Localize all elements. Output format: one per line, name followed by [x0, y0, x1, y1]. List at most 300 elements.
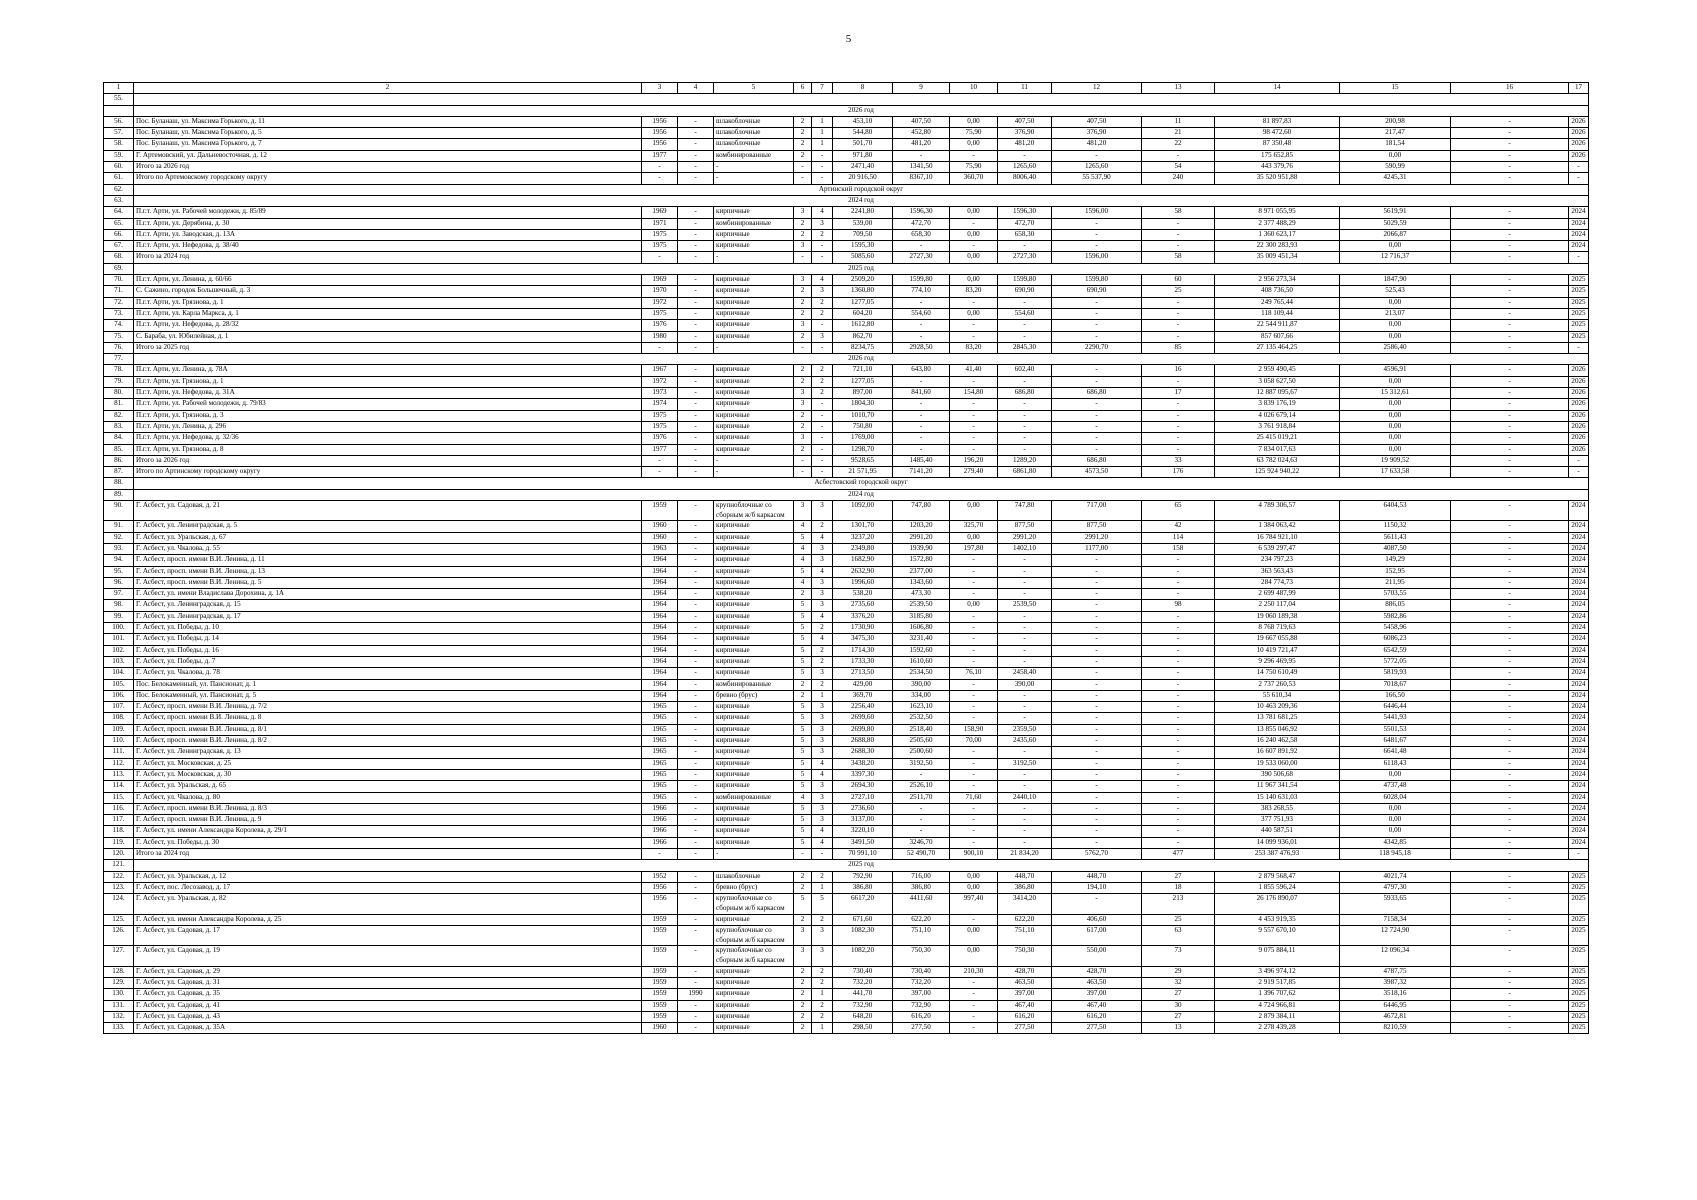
table-cell: -: [950, 914, 998, 925]
table-cell: кирпичные: [714, 577, 794, 588]
table-cell: 2 699 487,99: [1215, 589, 1340, 600]
table-cell: -: [998, 837, 1052, 848]
table-cell: 622,20: [998, 914, 1052, 925]
table-cell: -: [678, 218, 714, 229]
table-cell: 1596,00: [1052, 252, 1142, 263]
table-cell: 13: [1142, 1023, 1215, 1034]
table-cell: кирпичные: [714, 320, 794, 331]
table-cell: 30: [1142, 1000, 1215, 1011]
address-cell: П.г.т. Арти, ул. Карла Маркса, д. 1: [134, 308, 642, 319]
table-row: [104, 566, 1589, 577]
address-cell: Г. Асбест, просп. имени В.И. Ленина, д. 8/2: [134, 736, 642, 747]
table-cell: 2026: [1569, 365, 1589, 376]
table-cell: 2: [812, 966, 833, 977]
address-cell: Г. Асбест, ул. Садовая, д. 41: [134, 1000, 642, 1011]
table-row: [104, 1023, 1589, 1034]
table-row: [104, 500, 1589, 520]
table-cell: 2024: [1569, 623, 1589, 634]
row-number-cell: 112.: [104, 758, 134, 769]
table-cell: 2 919 517,85: [1215, 978, 1340, 989]
table-cell: -: [998, 589, 1052, 600]
table-cell: 0,00: [950, 139, 998, 150]
table-cell: 118 945,18: [1340, 849, 1451, 860]
table-cell: 4: [812, 532, 833, 543]
section-title-cell: 2026 год: [134, 354, 1589, 365]
table-cell: 1959: [642, 966, 678, 977]
table-cell: 4087,50: [1340, 543, 1451, 554]
table-cell: -: [1142, 837, 1215, 848]
table-cell: 0,00: [950, 229, 998, 240]
table-cell: 2025: [1569, 882, 1589, 893]
table-cell: 2066,87: [1340, 229, 1451, 240]
table-row: [104, 894, 1589, 914]
table-cell: 0,00: [950, 275, 998, 286]
table-cell: -: [678, 894, 714, 914]
table-cell: 2: [812, 365, 833, 376]
table-cell: 2349,80: [833, 543, 893, 554]
table-cell: -: [998, 826, 1052, 837]
table-cell: 1612,80: [833, 320, 893, 331]
row-number-cell: 113.: [104, 769, 134, 780]
address-cell: Итого по Артемовскому городскому округу: [134, 173, 642, 184]
table-cell: 1769,00: [833, 433, 893, 444]
table-cell: -: [950, 433, 998, 444]
row-number-cell: 82.: [104, 410, 134, 421]
table-cell: -: [1451, 946, 1569, 966]
table-cell: -: [893, 444, 950, 455]
table-cell: 6861,80: [998, 467, 1052, 478]
address-cell: Пос. Буланаш, ул. Максима Горького, д. 5: [134, 128, 642, 139]
table-cell: 17: [1142, 388, 1215, 399]
table-cell: -: [1451, 376, 1569, 387]
table-cell: 0,00: [1340, 150, 1451, 161]
table-cell: -: [1451, 611, 1569, 622]
address-cell: Г. Асбест, ул. имени Владислава Дорохина, д. 1А: [134, 589, 642, 600]
table-cell: -: [950, 566, 998, 577]
table-cell: 5: [794, 894, 812, 914]
table-cell: 2511,70: [893, 792, 950, 803]
table-cell: -: [812, 241, 833, 252]
table-cell: 2024: [1569, 600, 1589, 611]
table-cell: 2024: [1569, 815, 1589, 826]
table-cell: 63 782 024,63: [1215, 455, 1340, 466]
row-number-cell: 71.: [104, 286, 134, 297]
address-cell: Г. Асбест, ул. Садовая, д. 35А: [134, 1023, 642, 1034]
table-cell: 2024: [1569, 769, 1589, 780]
address-cell: Г. Асбест, ул. Ленинградская, д. 13: [134, 747, 642, 758]
table-cell: -: [1052, 365, 1142, 376]
section-title-cell: Асбестовский городской округ: [134, 478, 1589, 489]
table-cell: 19 060 189,38: [1215, 611, 1340, 622]
table-cell: кирпичные: [714, 365, 794, 376]
table-row: [104, 837, 1589, 848]
table-row: [104, 747, 1589, 758]
table-cell: -: [950, 690, 998, 701]
table-cell: крупноблочные со сборным ж/б каркасом: [714, 946, 794, 966]
table-cell: 554,60: [893, 308, 950, 319]
table-cell: -: [1052, 679, 1142, 690]
table-cell: кирпичные: [714, 713, 794, 724]
table-cell: -: [998, 645, 1052, 656]
table-cell: -: [998, 611, 1052, 622]
table-cell: -: [1451, 826, 1569, 837]
table-cell: 334,00: [893, 690, 950, 701]
table-row: [104, 826, 1589, 837]
address-cell: П.г.т. Арти, ул. Грязнова, д. 8: [134, 444, 642, 455]
table-row: [104, 871, 1589, 882]
table-cell: 81 897,83: [1215, 116, 1340, 127]
table-cell: 0,00: [1340, 410, 1451, 421]
row-number-cell: 64.: [104, 207, 134, 218]
table-cell: 3: [812, 815, 833, 826]
table-cell: 2736,60: [833, 803, 893, 814]
table-cell: -: [1142, 826, 1215, 837]
section-header-row: [104, 195, 1589, 206]
table-row: [104, 600, 1589, 611]
table-cell: 617,00: [1052, 925, 1142, 945]
table-cell: -: [678, 914, 714, 925]
table-cell: 3: [812, 736, 833, 747]
table-cell: 5: [794, 781, 812, 792]
table-cell: -: [642, 162, 678, 173]
table-cell: -: [1451, 747, 1569, 758]
table-cell: 2 377 488,29: [1215, 218, 1340, 229]
table-cell: 13 781 681,25: [1215, 713, 1340, 724]
table-cell: -: [678, 150, 714, 161]
table-cell: -: [1451, 308, 1569, 319]
table-row: [104, 421, 1589, 432]
table-cell: кирпичные: [714, 634, 794, 645]
table-cell: 3 058 627,50: [1215, 376, 1340, 387]
table-cell: 1972: [642, 297, 678, 308]
table-cell: 2025: [1569, 925, 1589, 945]
table-cell: 33: [1142, 455, 1215, 466]
table-cell: -: [678, 1023, 714, 1034]
table-cell: 397,00: [998, 989, 1052, 1000]
table-cell: -: [678, 747, 714, 758]
table-cell: -: [950, 837, 998, 848]
table-cell: кирпичные: [714, 702, 794, 713]
table-cell: 2928,50: [893, 342, 950, 353]
table-cell: 2991,20: [893, 532, 950, 543]
table-cell: 2024: [1569, 690, 1589, 701]
table-cell: 481,20: [1052, 139, 1142, 150]
table-row: [104, 815, 1589, 826]
row-number-cell: 90.: [104, 500, 134, 520]
table-cell: 2024: [1569, 634, 1589, 645]
table-cell: -: [1451, 623, 1569, 634]
table-cell: 125 924 940,22: [1215, 467, 1340, 478]
row-number-cell: 81.: [104, 399, 134, 410]
table-cell: 2539,50: [998, 600, 1052, 611]
address-cell: Г. Асбест, пос. Лесозавод, д. 17: [134, 882, 642, 893]
table-row: [104, 769, 1589, 780]
table-cell: -: [1451, 252, 1569, 263]
column-number-cell: 12: [1052, 83, 1142, 94]
table-cell: 35 009 451,34: [1215, 252, 1340, 263]
table-cell: 2727,30: [893, 252, 950, 263]
table-cell: -: [1451, 978, 1569, 989]
table-cell: 8210,59: [1340, 1023, 1451, 1034]
table-cell: 616,20: [1052, 1011, 1142, 1022]
row-number-cell: 78.: [104, 365, 134, 376]
table-cell: 9 296 469,95: [1215, 656, 1340, 667]
table-cell: -: [1451, 792, 1569, 803]
table-cell: 2026: [1569, 444, 1589, 455]
table-cell: 1360,80: [833, 286, 893, 297]
table-cell: -: [1451, 555, 1569, 566]
row-number-cell: 124.: [104, 894, 134, 914]
table-cell: 0,00: [1340, 815, 1451, 826]
table-cell: -: [794, 467, 812, 478]
table-cell: -: [678, 645, 714, 656]
table-cell: 8 971 055,95: [1215, 207, 1340, 218]
table-cell: -: [678, 455, 714, 466]
address-cell: Г. Асбест, просп. имени В.И. Ленина, д. 8: [134, 713, 642, 724]
column-number-cell: 9: [893, 83, 950, 94]
table-cell: 407,50: [893, 116, 950, 127]
table-cell: 5611,43: [1340, 532, 1451, 543]
table-cell: 2: [794, 150, 812, 161]
table-cell: -: [812, 467, 833, 478]
table-cell: 2: [794, 116, 812, 127]
table-cell: -: [1142, 724, 1215, 735]
table-cell: -: [1569, 467, 1589, 478]
table-cell: -: [950, 611, 998, 622]
table-row: [104, 410, 1589, 421]
table-cell: -: [1142, 634, 1215, 645]
table-cell: -: [1142, 376, 1215, 387]
table-cell: -: [998, 577, 1052, 588]
table-cell: 686,80: [1052, 455, 1142, 466]
column-number-cell: 2: [134, 83, 642, 94]
table-cell: 877,50: [998, 521, 1052, 532]
table-cell: 397,00: [893, 989, 950, 1000]
table-cell: 2: [812, 308, 833, 319]
table-cell: 2025: [1569, 946, 1589, 966]
table-cell: 2024: [1569, 679, 1589, 690]
table-cell: -: [998, 623, 1052, 634]
table-cell: 5085,60: [833, 252, 893, 263]
table-cell: 5501,53: [1340, 724, 1451, 735]
table-cell: 2024: [1569, 207, 1589, 218]
table-row: [104, 978, 1589, 989]
table-cell: -: [678, 566, 714, 577]
table-cell: 2: [812, 388, 833, 399]
table-cell: крупноблочные со сборным ж/б каркасом: [714, 500, 794, 520]
table-cell: 4021,74: [1340, 871, 1451, 882]
table-row: [104, 724, 1589, 735]
row-number-cell: 123.: [104, 882, 134, 893]
table-cell: кирпичные: [714, 826, 794, 837]
table-cell: 21 834,20: [998, 849, 1052, 860]
table-cell: 1289,20: [998, 455, 1052, 466]
table-cell: 176: [1142, 467, 1215, 478]
table-cell: 6118,43: [1340, 758, 1451, 769]
table-cell: -: [678, 241, 714, 252]
table-cell: 2024: [1569, 781, 1589, 792]
table-cell: 3: [794, 500, 812, 520]
table-cell: -: [678, 399, 714, 410]
table-cell: -: [678, 634, 714, 645]
table-cell: -: [678, 116, 714, 127]
table-cell: 1956: [642, 139, 678, 150]
table-cell: кирпичные: [714, 421, 794, 432]
row-number-cell: 109.: [104, 724, 134, 735]
table-cell: 3: [812, 747, 833, 758]
table-cell: 1964: [642, 555, 678, 566]
table-cell: -: [678, 388, 714, 399]
table-cell: кирпичные: [714, 758, 794, 769]
table-cell: 4: [812, 207, 833, 218]
column-number-cell: 14: [1215, 83, 1340, 94]
address-cell: Г. Асбест, ул. Чкалова, д. 80: [134, 792, 642, 803]
table-cell: -: [678, 207, 714, 218]
table-cell: 7018,67: [1340, 679, 1451, 690]
table-cell: 604,20: [833, 308, 893, 319]
table-cell: 253 387 476,93: [1215, 849, 1340, 860]
table-cell: кирпичные: [714, 837, 794, 848]
table-cell: кирпичные: [714, 241, 794, 252]
table-cell: 27 135 464,25: [1215, 342, 1340, 353]
table-cell: -: [1451, 455, 1569, 466]
table-cell: кирпичные: [714, 656, 794, 667]
table-cell: -: [950, 815, 998, 826]
table-cell: 376,90: [1052, 128, 1142, 139]
table-cell: -: [1451, 1000, 1569, 1011]
table-cell: 5933,65: [1340, 894, 1451, 914]
table-cell: 2735,60: [833, 600, 893, 611]
section-title-cell: 2026 год: [134, 105, 1589, 116]
table-cell: комбинированные: [714, 150, 794, 161]
table-cell: -: [678, 275, 714, 286]
table-cell: 1956: [642, 128, 678, 139]
table-cell: 1 396 707,62: [1215, 989, 1340, 1000]
table-cell: -: [1142, 769, 1215, 780]
row-number-cell: [104, 105, 134, 116]
table-cell: -: [1142, 589, 1215, 600]
table-cell: 2: [812, 521, 833, 532]
section-header-row: [104, 478, 1589, 489]
address-cell: Г. Асбест, ул. Победы, д. 14: [134, 634, 642, 645]
table-cell: 1964: [642, 634, 678, 645]
table-cell: 2688,30: [833, 747, 893, 758]
table-cell: 2 956 273,34: [1215, 275, 1340, 286]
table-cell: 6028,04: [1340, 792, 1451, 803]
table-cell: -: [678, 656, 714, 667]
table-cell: 10 419 721,47: [1215, 645, 1340, 656]
table-cell: 1343,60: [893, 577, 950, 588]
table-cell: 210,30: [950, 966, 998, 977]
table-cell: -: [1451, 645, 1569, 656]
table-cell: 6641,48: [1340, 747, 1451, 758]
table-cell: -: [893, 433, 950, 444]
table-cell: 1599,80: [893, 275, 950, 286]
table-row: [104, 331, 1589, 342]
table-cell: 2026: [1569, 421, 1589, 432]
table-cell: 5: [794, 656, 812, 667]
table-cell: 386,80: [893, 882, 950, 893]
table-cell: -: [678, 690, 714, 701]
table-cell: 70,00: [950, 736, 998, 747]
table-cell: 1592,60: [893, 645, 950, 656]
address-cell: Г. Асбест, просп. имени В.И. Ленина, д. 11: [134, 555, 642, 566]
table-cell: -: [998, 702, 1052, 713]
table-cell: 2: [812, 376, 833, 387]
table-cell: -: [678, 769, 714, 780]
row-number-cell: 130.: [104, 989, 134, 1000]
table-cell: 2024: [1569, 241, 1589, 252]
table-cell: 2: [812, 679, 833, 690]
table-cell: -: [678, 252, 714, 263]
table-cell: 4: [812, 826, 833, 837]
table-cell: 2: [794, 989, 812, 1000]
table-cell: -: [1052, 308, 1142, 319]
table-cell: 27: [1142, 871, 1215, 882]
row-number-cell: 116.: [104, 803, 134, 814]
table-cell: 3246,70: [893, 837, 950, 848]
address-cell: Г. Асбест, просп. имени В.И. Ленина, д. 5: [134, 577, 642, 588]
address-cell: С. Сажино, городок Большечный, д. 3: [134, 286, 642, 297]
table-cell: 3: [812, 925, 833, 945]
table-cell: 1804,30: [833, 399, 893, 410]
table-cell: 2024: [1569, 577, 1589, 588]
table-cell: 1971: [642, 218, 678, 229]
address-cell: П.г.т. Арти, ул. Нефедова, д. 28/32: [134, 320, 642, 331]
table-cell: -: [1052, 241, 1142, 252]
table-row: [104, 946, 1589, 966]
table-cell: 20 916,50: [833, 173, 893, 184]
table-cell: 1 855 596,24: [1215, 882, 1340, 893]
table-cell: 2025: [1569, 286, 1589, 297]
table-cell: -: [1451, 589, 1569, 600]
table-row: [104, 589, 1589, 600]
table-cell: 3: [794, 388, 812, 399]
table-cell: комбинированные: [714, 218, 794, 229]
table-cell: 2026: [1569, 376, 1589, 387]
table-row: [104, 252, 1589, 263]
section-title-cell: Артинский городской округ: [134, 184, 1589, 195]
table-cell: 4672,81: [1340, 1011, 1451, 1022]
row-number-cell: 89.: [104, 489, 134, 500]
table-cell: 4787,75: [1340, 966, 1451, 977]
section-header-row: [104, 489, 1589, 500]
table-cell: 2: [812, 645, 833, 656]
table-cell: 2: [794, 229, 812, 240]
table-cell: 390,00: [893, 679, 950, 690]
table-cell: кирпичные: [714, 410, 794, 421]
table-cell: -: [714, 849, 794, 860]
table-cell: 686,80: [998, 388, 1052, 399]
table-cell: -: [1451, 803, 1569, 814]
table-cell: -: [678, 1011, 714, 1022]
table-cell: 2256,40: [833, 702, 893, 713]
table-cell: 2500,60: [893, 747, 950, 758]
table-cell: 175 652,85: [1215, 150, 1340, 161]
table-cell: -: [1451, 173, 1569, 184]
table-cell: -: [1052, 421, 1142, 432]
table-cell: 3: [812, 555, 833, 566]
table-cell: 730,40: [893, 966, 950, 977]
table-cell: 60: [1142, 275, 1215, 286]
table-cell: -: [714, 455, 794, 466]
table-cell: 2 250 117,04: [1215, 600, 1340, 611]
table-cell: 25 415 019,21: [1215, 433, 1340, 444]
table-cell: 58: [1142, 252, 1215, 263]
table-row: [104, 116, 1589, 127]
section-header-row: [104, 184, 1589, 195]
table-cell: 3: [812, 589, 833, 600]
